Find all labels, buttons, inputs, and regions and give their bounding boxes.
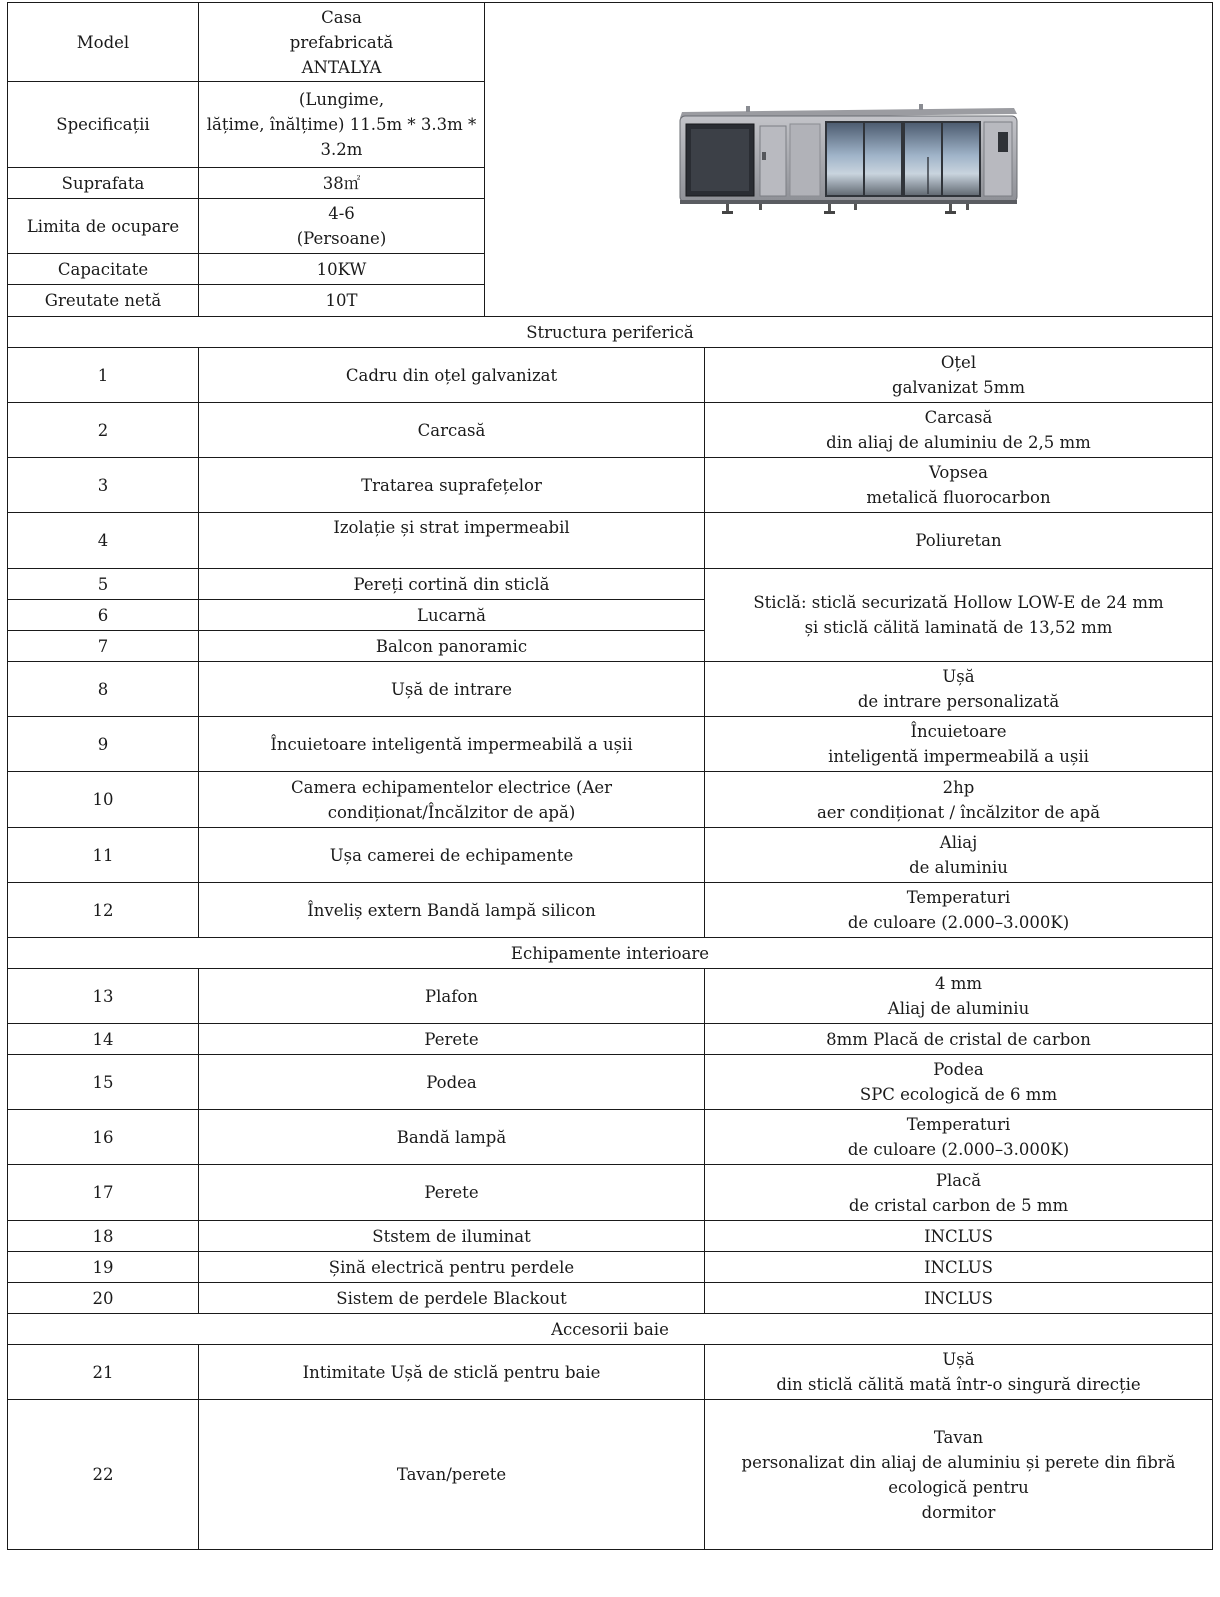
item-spec: 4 mm Aliaj de aluminiu	[705, 969, 1213, 1024]
spec-label: Specificații	[8, 82, 199, 168]
table-row	[8, 1252, 1213, 1283]
table-row	[8, 828, 1213, 883]
item-spec: Tavan personalizat din aliaj de aluminiu și perete din fibră ecologică pentru dormitor	[705, 1400, 1213, 1550]
item-spec: Încuietoare inteligentă impermeabilă a ușii	[705, 717, 1213, 772]
item-spec: Aliaj de aluminiu	[705, 828, 1213, 883]
spec-label: Limita de ocupare	[8, 199, 199, 254]
item-name: Camera echipamentelor electrice (Aer condiționat/Încălzitor de apă)	[199, 772, 705, 828]
table-row	[8, 458, 1213, 513]
item-spec: INCLUS	[705, 1283, 1213, 1314]
item-name: Sistem de perdele Blackout	[199, 1283, 705, 1314]
item-spec: Ușă de intrare personalizată	[705, 662, 1213, 717]
item-spec: 8mm Placă de cristal de carbon	[705, 1024, 1213, 1055]
spec-table	[7, 2, 1213, 1550]
table-row	[8, 1055, 1213, 1110]
section-header-bathroom	[8, 1314, 1213, 1345]
table-row	[8, 1345, 1213, 1400]
item-spec: 2hp aer condiționat / încălzitor de apă	[705, 772, 1213, 828]
item-number: 9	[8, 717, 199, 772]
section-title: Structura periferică	[8, 317, 1213, 348]
item-number: 21	[8, 1345, 199, 1400]
section-header-exterior	[8, 317, 1213, 348]
spec-row-model	[8, 3, 1213, 82]
spec-sheet	[7, 2, 1212, 1550]
spec-value: 38㎡	[199, 168, 485, 199]
table-row	[8, 883, 1213, 938]
spec-value: 10KW	[199, 254, 485, 285]
section-header-interior	[8, 938, 1213, 969]
item-spec: INCLUS	[705, 1252, 1213, 1283]
item-name: Izolație și strat impermeabil	[199, 513, 705, 569]
item-name: Intimitate Ușă de sticlă pentru baie	[199, 1345, 705, 1400]
item-number: 2	[8, 403, 199, 458]
item-name: Tratarea suprafețelor	[199, 458, 705, 513]
item-number: 13	[8, 969, 199, 1024]
item-number: 12	[8, 883, 199, 938]
prefab-house-image	[676, 102, 1021, 217]
item-name: Plafon	[199, 969, 705, 1024]
item-name: Perete	[199, 1165, 705, 1221]
item-spec: Placă de cristal carbon de 5 mm	[705, 1165, 1213, 1221]
item-name: Perete	[199, 1024, 705, 1055]
table-row	[8, 1165, 1213, 1221]
item-number: 19	[8, 1252, 199, 1283]
item-number: 11	[8, 828, 199, 883]
item-name: Bandă lampă	[199, 1110, 705, 1165]
item-name: Pereți cortină din sticlă	[199, 569, 705, 600]
item-name: Balcon panoramic	[199, 631, 705, 662]
table-row	[8, 1110, 1213, 1165]
item-spec: Temperaturi de culoare (2.000–3.000K)	[705, 883, 1213, 938]
spec-value: (Lungime, lățime, înălțime) 11.5m * 3.3m * 3.2m	[199, 82, 485, 168]
item-name: Podea	[199, 1055, 705, 1110]
spec-label: Suprafata	[8, 168, 199, 199]
item-number: 18	[8, 1221, 199, 1252]
section-title: Accesorii baie	[8, 1314, 1213, 1345]
table-row	[8, 1400, 1213, 1550]
item-spec: Poliuretan	[705, 513, 1213, 569]
table-row	[8, 772, 1213, 828]
item-number: 10	[8, 772, 199, 828]
item-spec: Carcasă din aliaj de aluminiu de 2,5 mm	[705, 403, 1213, 458]
item-name: Înveliș extern Bandă lampă silicon	[199, 883, 705, 938]
table-row	[8, 513, 1213, 569]
item-number: 17	[8, 1165, 199, 1221]
table-row	[8, 1221, 1213, 1252]
item-name: Ușă de intrare	[199, 662, 705, 717]
item-number: 7	[8, 631, 199, 662]
item-name: Ststem de iluminat	[199, 1221, 705, 1252]
table-row	[8, 348, 1213, 403]
item-spec: Sticlă: sticlă securizată Hollow LOW-E de 24 mm și sticlă călită laminată de 13,52 mm	[705, 569, 1213, 662]
item-number: 3	[8, 458, 199, 513]
item-name: Încuietoare inteligentă impermeabilă a ușii	[199, 717, 705, 772]
item-number: 6	[8, 600, 199, 631]
table-row	[8, 1024, 1213, 1055]
spec-label: Greutate netă	[8, 285, 199, 317]
item-name: Lucarnă	[199, 600, 705, 631]
item-name: Tavan/perete	[199, 1400, 705, 1550]
table-row	[8, 717, 1213, 772]
item-spec: Ușă din sticlă călită mată într-o singură direcție	[705, 1345, 1213, 1400]
item-name: Șină electrică pentru perdele	[199, 1252, 705, 1283]
item-name: Ușa camerei de echipamente	[199, 828, 705, 883]
item-number: 1	[8, 348, 199, 403]
spec-value: Casa prefabricată ANTALYA	[199, 3, 485, 82]
section-title: Echipamente interioare	[8, 938, 1213, 969]
table-row	[8, 662, 1213, 717]
item-number: 8	[8, 662, 199, 717]
table-row	[8, 403, 1213, 458]
item-number: 20	[8, 1283, 199, 1314]
item-spec: Temperaturi de culoare (2.000–3.000K)	[705, 1110, 1213, 1165]
item-number: 14	[8, 1024, 199, 1055]
item-number: 5	[8, 569, 199, 600]
item-number: 15	[8, 1055, 199, 1110]
table-row	[8, 1283, 1213, 1314]
item-spec: Podea SPC ecologică de 6 mm	[705, 1055, 1213, 1110]
spec-value: 10T	[199, 285, 485, 317]
item-spec: Oțel galvanizat 5mm	[705, 348, 1213, 403]
item-number: 16	[8, 1110, 199, 1165]
spec-label: Capacitate	[8, 254, 199, 285]
product-image-cell	[485, 3, 1213, 317]
item-spec: Vopsea metalică fluorocarbon	[705, 458, 1213, 513]
table-row	[8, 569, 1213, 600]
item-name: Carcasă	[199, 403, 705, 458]
item-name: Cadru din oțel galvanizat	[199, 348, 705, 403]
item-number: 22	[8, 1400, 199, 1550]
item-spec: INCLUS	[705, 1221, 1213, 1252]
item-number: 4	[8, 513, 199, 569]
table-row	[8, 969, 1213, 1024]
spec-label: Model	[8, 3, 199, 82]
spec-value: 4-6 (Persoane)	[199, 199, 485, 254]
